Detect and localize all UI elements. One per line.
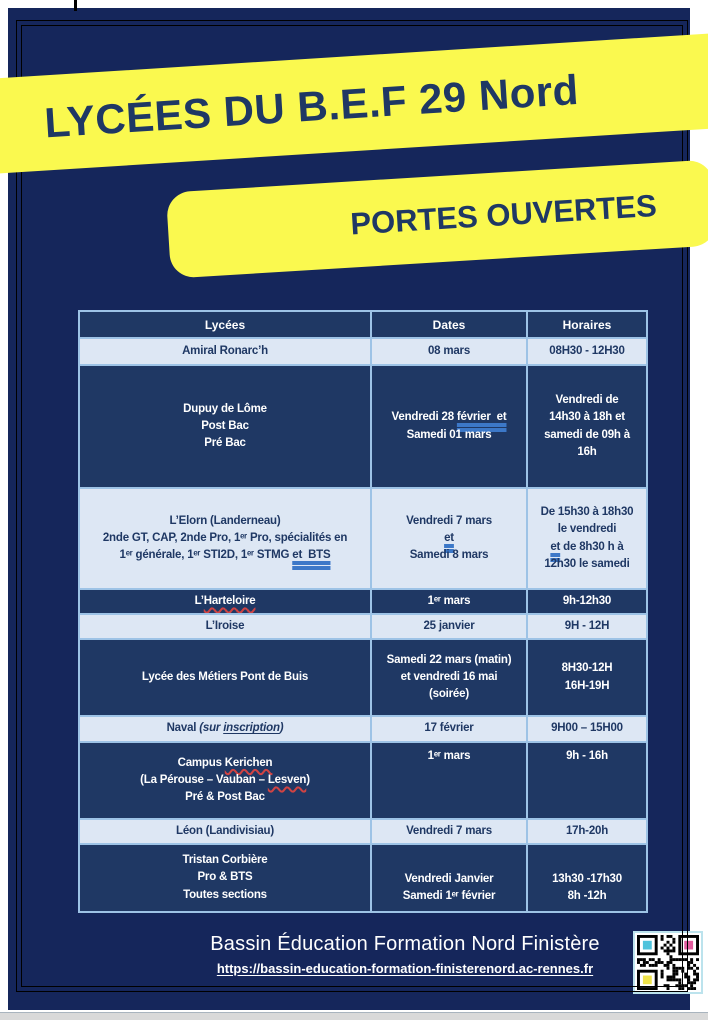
page-title: LYCÉES DU B.E.F 29 Nord [43,65,581,146]
table-cell: 9h - 16h [528,743,646,818]
table-cell: 17h-20h [528,820,646,843]
table-cell: L’Elorn (Landerneau) 2nde GT, CAP, 2nde Pro, 1ᵉʳ Pro, spécialités en 1ᵉʳ générale, 1ᵉʳ STI2D, 1ᵉʳ STMG et BTS [80,489,370,588]
table-cell: Lycée des Métiers Pont de Buis [80,640,370,715]
table-cell: Vendredi 7 mars [372,820,526,843]
table-cell: L’Iroise [80,615,370,638]
window-bottom-edge [0,1012,708,1020]
table-cell: 9h-12h30 [528,590,646,613]
footer-url-link[interactable]: https://bassin-education-formation-finisterenord.ac-rennes.fr [216,961,594,976]
table-cell: 1ᵉʳ mars [372,743,526,818]
table-cell: 13h30 -17h30 8h -12h [528,845,646,911]
schedule-table [78,310,648,913]
footer-org-name: Bassin Éducation Formation Nord Finistère [210,933,600,955]
table-cell: Vendredi 28 février et Samedi 01 mars [372,366,526,487]
table-cell: 8H30-12H 16H-19H [528,640,646,715]
table-cell: 9H00 – 15H00 [528,717,646,741]
table-cell: L’Harteloire [80,590,370,613]
table-cell: Naval (sur inscription) [80,717,370,741]
table-cell: 08H30 - 12H30 [528,339,646,364]
table-cell: 17 février [372,717,526,741]
footer [130,933,680,978]
table-cell: Samedi 22 mars (matin) et vendredi 16 mai (soirée) [372,640,526,715]
table-cell: Vendredi de 14h30 à 18h et samedi de 09h à 16h [528,366,646,487]
table-cell: Amiral Ronarc’h [80,339,370,364]
table-cell: 9H - 12H [528,615,646,638]
table-cell: 1ᵉʳ mars [372,590,526,613]
table-cell: Vendredi 7 mars et Samedi 8 mars [372,489,526,588]
crop-mark [74,0,77,11]
table-cell: Dupuy de Lôme Post Bac Pré Bac [80,366,370,487]
table-cell: Vendredi Janvier Samedi 1ᵉʳ février [372,845,526,911]
table-cell: Léon (Landivisiau) [80,820,370,843]
table-cell: Tristan Corbière Pro & BTS Toutes sections [80,845,370,911]
table-cell: 25 janvier [372,615,526,638]
table-cell: De 15h30 à 18h30 le vendredi et de 8h30 h à 12h30 le samedi [528,489,646,588]
table-cell: Campus Kerichen (La Pérouse – Vauban – Lesven) Pré & Post Bac [80,743,370,818]
page-subtitle: PORTES OUVERTES [349,187,658,242]
table-cell: 08 mars [372,339,526,364]
header-cell: Lycées [80,312,370,337]
header-cell: Dates [372,312,526,337]
header-cell: Horaires [528,312,646,337]
